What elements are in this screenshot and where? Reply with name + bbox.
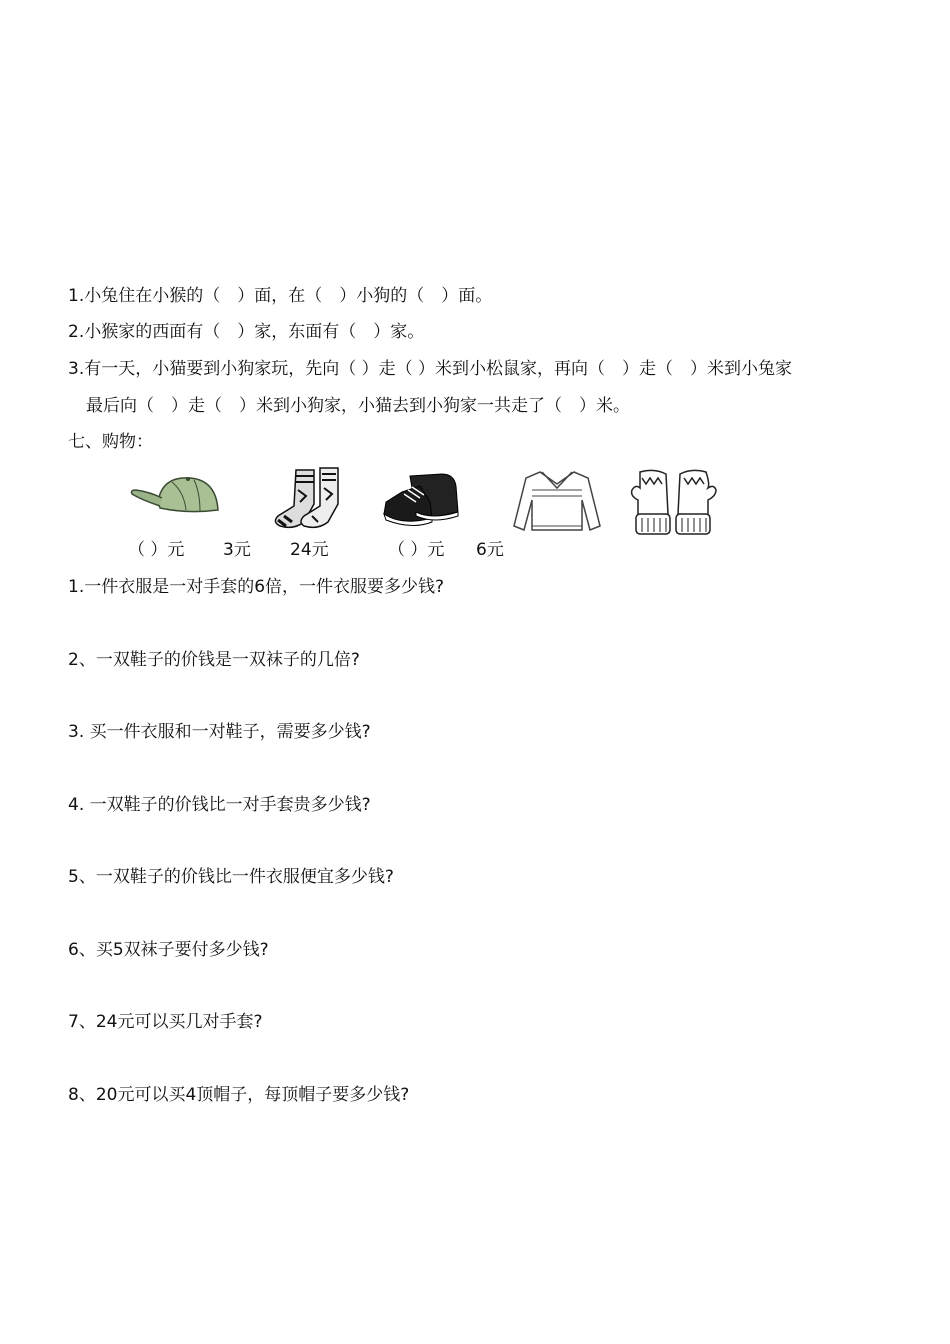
direction-question-2: 2.小猴家的西面有（ ）家，东面有（ ）家。 [68,322,425,342]
shoes-price: 24元 [290,540,329,560]
shopping-question-3: 3. 买一件衣服和一对鞋子，需要多少钱? [68,722,371,742]
socks-price: 3元 [223,540,251,560]
mittens-price: 6元 [476,540,504,560]
direction-question-3: 3.有一天，小猫要到小狗家玩，先向（ ）走（ ）米到小松鼠家，再向（ ）走（ ）米到小兔家 [68,359,793,379]
direction-question-1: 1.小兔住在小猴的（ ）面，在（ ）小狗的（ ）面。 [68,286,493,306]
sweater-price: （ ）元 [388,540,445,560]
shoes-icon [382,472,462,530]
shopping-question-1: 1.一件衣服是一对手套的6倍，一件衣服要多少钱? [68,577,445,597]
shopping-question-6: 6、买5双袜子要付多少钱? [68,940,269,960]
direction-question-3-continued: 最后向（ ）走（ ）米到小狗家，小猫去到小狗家一共走了（ ）米。 [86,396,630,416]
mittens-icon [628,466,718,538]
shopping-heading: 七、购物： [68,432,153,452]
shopping-question-2: 2、一双鞋子的价钱是一双袜子的几倍? [68,650,360,670]
cap-icon [128,472,224,516]
shopping-question-7: 7、24元可以买几对手套? [68,1012,263,1032]
shopping-question-5: 5、一双鞋子的价钱比一件衣服便宜多少钱? [68,867,394,887]
shopping-items [120,462,740,542]
shopping-question-8: 8、20元可以买4顶帽子，每顶帽子要多少钱? [68,1085,410,1105]
cap-price: （ ）元 [128,540,185,560]
shopping-question-4: 4. 一双鞋子的价钱比一对手套贵多少钱? [68,795,371,815]
sweater-icon [512,468,602,536]
socks-icon [270,466,352,532]
